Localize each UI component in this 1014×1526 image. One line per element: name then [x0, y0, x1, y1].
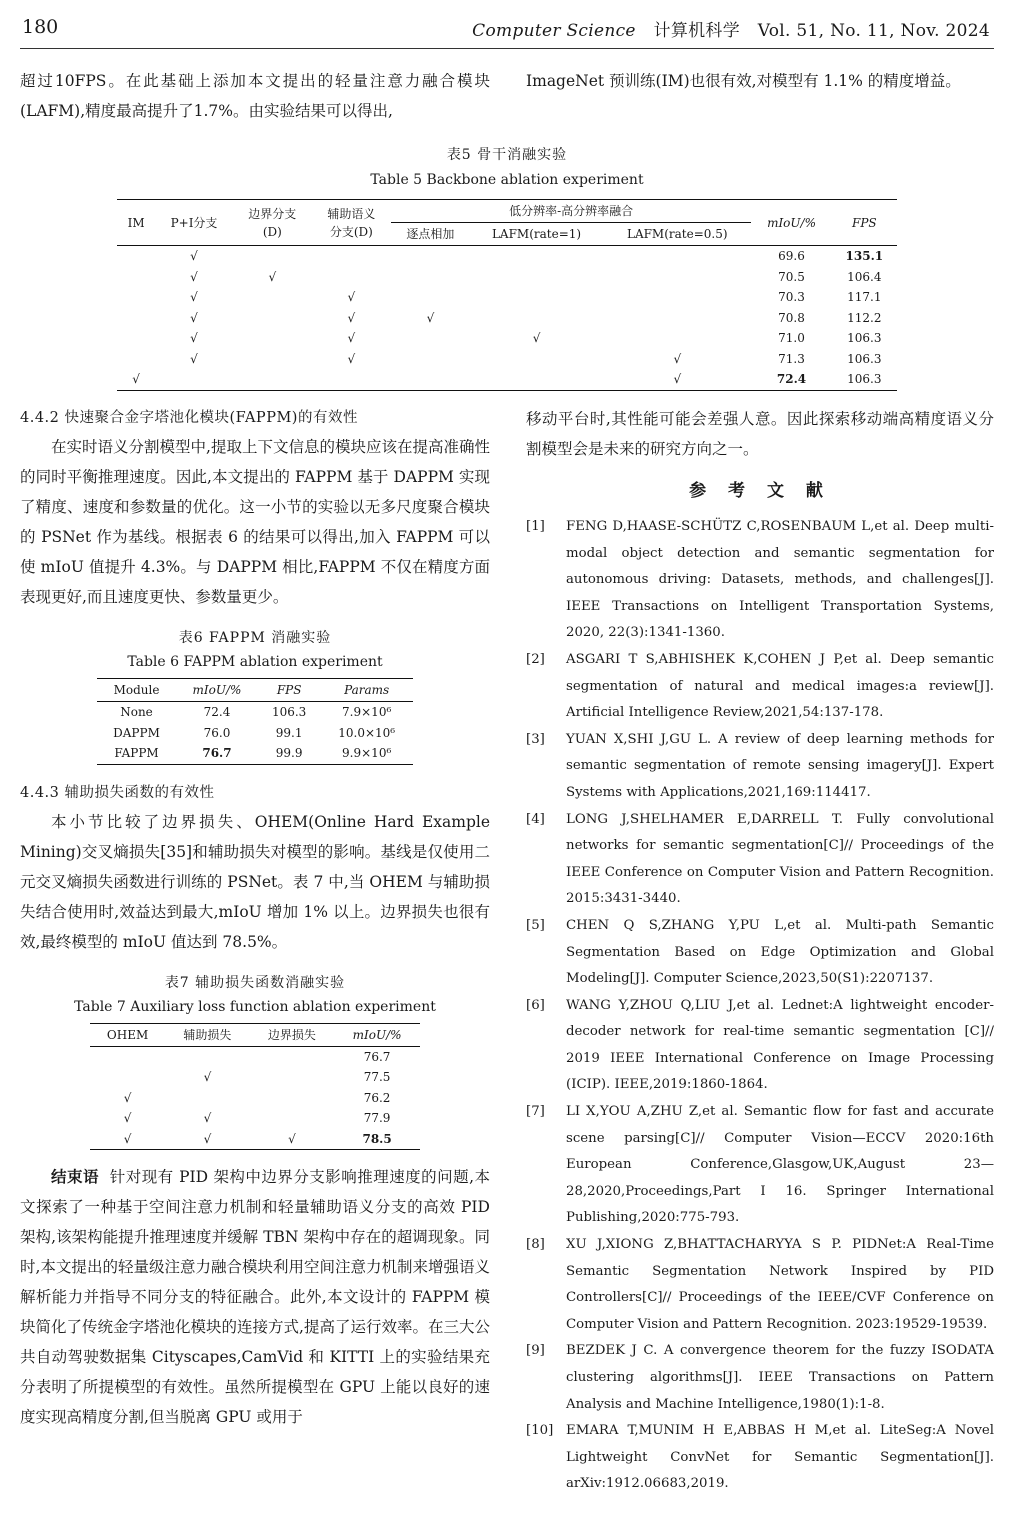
- table6-caption-en: Table 6 FAPPM ablation experiment: [127, 654, 383, 670]
- table5-cell: [391, 287, 470, 308]
- table7-cell: 77.9: [363, 1111, 391, 1125]
- table-row: [117, 369, 897, 390]
- table6-cell: FAPPM: [114, 746, 159, 760]
- reference-number: [3]: [526, 731, 545, 747]
- table-row: [97, 723, 413, 744]
- table5-cell: 70.3: [778, 290, 805, 304]
- table-row: [117, 308, 897, 329]
- table7-cell: √: [123, 1090, 132, 1105]
- table7-cell: [250, 1067, 335, 1088]
- reference-text: CHEN Q S,ZHANG Y,PU L,et al. Multi-path Semantic Segmentation Based on Edge Optimization and Global Modeling[J]. Computer Science,2023,50(S1):2207137.: [566, 917, 994, 987]
- reference-text: BEZDEK J C. A convergence theorem for the fuzzy ISODATA clustering algorithms[J]. IEEE Transactions on Pattern Analysis and Machine Intelligence,1980(1):1-8.: [566, 1343, 994, 1412]
- table5-caption-en: Table 5 Backbone ablation experiment: [370, 172, 644, 188]
- table5-cell: 70.5: [778, 269, 805, 284]
- table5-cell: [391, 328, 470, 349]
- table7-cell: [165, 1046, 250, 1067]
- reference-item: [526, 807, 994, 913]
- table7-cell: 76.7: [363, 1049, 391, 1064]
- table6-cell: 7.9×10⁶: [342, 705, 392, 719]
- table5-cell: [603, 267, 751, 288]
- table7-cell: [90, 1046, 165, 1067]
- reference-number: [1]: [526, 519, 545, 534]
- table5-cell: [470, 287, 603, 308]
- table7-caption-zh: 表7 辅助损失函数消融实验: [164, 974, 346, 991]
- table7-cell: √: [203, 1131, 212, 1146]
- reference-item: [526, 514, 994, 647]
- table-row: [97, 702, 413, 723]
- reference-text: LI X,YOU A,ZHU Z,et al. Semantic flow for fast and accurate scene parsing[C]// Computer Vision—ECCV 2020:16th European Conference,Glasgow,UK,August 23—28,2020,Proceedings,Part I 16. Springer International Publishing,2020:775-793.: [566, 1104, 994, 1226]
- reference-item: [526, 647, 994, 727]
- table5-cell: [312, 369, 391, 390]
- table5-cell: [117, 328, 155, 349]
- table5-cell: 135.1: [845, 249, 884, 263]
- table7-cell: [250, 1046, 335, 1067]
- table-row: [90, 1088, 420, 1109]
- table6-header-module: Module: [97, 679, 176, 702]
- table5-cell: [117, 308, 155, 329]
- table5-cell: √: [426, 310, 435, 325]
- table5-cell: √: [673, 372, 682, 386]
- intro-left-text: 超过10FPS。在此基础上添加本文提出的轻量注意力融合模块(LAFM),精度最高提升了1.7%。由实验结果可以得出,: [20, 72, 490, 120]
- table5-cell: [470, 308, 603, 329]
- table7-cell: √: [123, 1111, 132, 1125]
- table-row: [117, 267, 897, 288]
- table-row: [117, 246, 897, 267]
- table5-header-pointwise: 逐点相加: [391, 223, 470, 246]
- table6-header-params: Params: [320, 679, 413, 702]
- journal-name-en: Computer Science: [472, 21, 636, 41]
- table5-cell: [312, 246, 391, 267]
- table7-cell: √: [123, 1131, 132, 1146]
- conclusion-body: 针对现有 PID 架构中边界分支影响推理速度的问题,本文探索了一种基于空间注意力机制和轻量辅助语义分支的高效 PID 架构,该架构能提升推理速度并缓解 TBN 架构中存在的超调现象。同时,本文提出的轻量级注意力融合模块利用空间注意力机制来增强语义解析能力并指导不同分支的特征融合。此外,本文设计的 FAPPM 模块简化了传统金字塔池化模块的连接方式,提高了运行效率。在三大公共自动驾驶数据集 Cityscapes,CamVid 和 KITTI 上的实验结果充分表明了所提模型的有效性。虽然所提模型在 GPU 上能以良好的速度实现高精度分割,但当脱离 GPU 或用于: [20, 1168, 490, 1426]
- table5-cell: 106.3: [847, 372, 882, 386]
- table5-header-miou: mIoU/%: [751, 200, 831, 246]
- table5-cell: [233, 308, 312, 329]
- table-row: [117, 287, 897, 308]
- table7-cell: [250, 1108, 335, 1129]
- conclusion-lead: 结束语: [51, 1167, 99, 1186]
- table-row: [90, 1129, 420, 1150]
- table5-cell: [233, 328, 312, 349]
- table5-cell: [603, 287, 751, 308]
- table7-cell: 78.5: [362, 1131, 392, 1146]
- table-row: [117, 328, 897, 349]
- reference-text: FENG D,HAASE-SCHÜTZ C,ROSENBAUM L,et al. Deep multi-modal object detection and semantic segmentation for autonomous driving: Datasets, methods, and challenges[J]. IEEE Transactions on Intelligent Transportation Systems, 2020, 22(3):1341-1360.: [566, 519, 994, 641]
- conclusion-continued: 移动平台时,其性能可能会差强人意。因此探索移动端高精度语义分割模型会是未来的研究方向之一。: [526, 410, 994, 458]
- reference-number: [5]: [526, 917, 545, 933]
- table7-cell: √: [203, 1070, 212, 1084]
- intro-right-text: ImageNet 预训练(IM)也很有效,对模型有 1.1% 的精度增益。: [526, 72, 961, 90]
- references-title: 参 考 文 献: [689, 481, 831, 501]
- table5-cell: √: [190, 351, 198, 366]
- table5-cell: [117, 267, 155, 288]
- reference-item: [526, 1232, 994, 1338]
- table5-cell: [155, 369, 233, 390]
- reference-number: [7]: [526, 1104, 545, 1120]
- table7-cell: [165, 1088, 250, 1109]
- reference-item: [526, 1338, 994, 1418]
- journal-volume: Vol. 51, No. 11, Nov. 2024: [757, 21, 990, 41]
- table5-cell: [603, 246, 751, 267]
- table7-header-boundary: 边界损失: [250, 1023, 335, 1046]
- table-row: [117, 349, 897, 370]
- section-4-4-2-body: 在实时语义分割模型中,提取上下文信息的模块应该在提高准确性的同时平衡推理速度。因此,本文提出的 FAPPM 基于 DAPPM 实现了精度、速度和参数量的优化。这一小节的实验以无多尺度聚合模块的 PSNet 作为基线。根据表 6 的结果可以得出,加入 FAPPM 可以使 mIoU 值提升 4.3%。与 DAPPM 相比,FAPPM 不仅在精度方面表现更好,而且速度更快、参数量更少。: [20, 438, 490, 606]
- table5-header-fps: FPS: [832, 200, 897, 246]
- table5-header-aux: [312, 200, 391, 246]
- table5-header-boundary-l2: (D): [262, 224, 282, 239]
- table7-cell: 77.5: [363, 1070, 391, 1084]
- right-column: [526, 404, 994, 1498]
- table5-cell: 69.6: [778, 249, 805, 263]
- table5-cell: √: [347, 331, 356, 345]
- table5-cell: 106.3: [847, 351, 882, 366]
- table5-cell: [470, 246, 603, 267]
- table5-cell: √: [132, 372, 140, 386]
- reference-number: [4]: [526, 811, 545, 827]
- table5-cell: [470, 267, 603, 288]
- table6-caption-zh: 表6 FAPPM 消融实验: [178, 630, 332, 646]
- reference-text: WANG Y,ZHOU Q,LIU J,et al. Lednet:A lightweight encoder-decoder network for real-time semantic segmentation [C]// 2019 IEEE International Conference on Image Processing (ICIP). IEEE,2019:1860-1864.: [566, 997, 994, 1093]
- reference-item: [526, 1418, 994, 1498]
- table5-header-boundary-l1: 边界分支: [248, 206, 297, 221]
- table6-cell: 76.7: [202, 746, 232, 760]
- table6-cell: 106.3: [271, 705, 307, 719]
- table5-caption-zh: 表5 骨干消融实验: [446, 147, 568, 163]
- table5-header-fusion: 低分辨率-高分辨率融合: [391, 200, 752, 223]
- reference-number: [2]: [526, 651, 545, 667]
- table5-cell: [470, 349, 603, 370]
- table5-cell: [117, 287, 155, 308]
- table5-header-im: IM: [117, 200, 155, 246]
- table6-cell: DAPPM: [113, 725, 160, 740]
- table7-caption-en: Table 7 Auxiliary loss function ablation experiment: [74, 998, 436, 1015]
- table5-cell: √: [673, 351, 682, 366]
- table6-header-fps: FPS: [258, 679, 320, 702]
- section-4-4-2-heading: 4.4.2 快速聚合金字塔池化模块(FAPPM)的有效性: [20, 410, 358, 426]
- table5-header-aux-l1: 辅助语义: [327, 206, 376, 221]
- reference-number: [8]: [526, 1237, 545, 1253]
- table5-cell: √: [347, 310, 356, 325]
- table7-cell: √: [203, 1111, 212, 1125]
- table5-cell: √: [190, 290, 198, 304]
- section-4-4-3-heading: 4.4.3 辅助损失函数的有效性: [20, 784, 215, 801]
- table5-cell: [117, 246, 155, 267]
- table6-cell: 99.1: [275, 725, 303, 740]
- table5-cell: √: [532, 331, 541, 345]
- table5-cell: 72.4: [776, 372, 807, 386]
- table5-header-boundary: [233, 200, 312, 246]
- table5-cell: √: [190, 331, 198, 345]
- reference-text: LONG J,SHELHAMER E,DARRELL T. Fully convolutional networks for semantic segmentation[C]// Proceedings of the IEEE Conference on Computer Vision and Pattern Recognition. 2015:3431-3440.: [566, 811, 994, 907]
- table6-cell: 10.0×10⁶: [338, 725, 396, 740]
- table7: [90, 1023, 420, 1151]
- reference-item: [526, 727, 994, 807]
- table5-header-lafm1: LAFM(rate=1): [470, 223, 603, 246]
- table5-cell: 112.2: [847, 310, 882, 325]
- table5-cell: 117.1: [847, 290, 882, 304]
- table5-cell: 106.4: [847, 269, 882, 284]
- table5-cell: 70.8: [778, 310, 805, 325]
- table-row: [90, 1108, 420, 1129]
- table5-cell: √: [347, 290, 356, 304]
- table6-cell: 9.9×10⁶: [342, 746, 392, 760]
- table5-cell: [603, 308, 751, 329]
- table7-header-miou: mIoU/%: [334, 1023, 420, 1046]
- table5-header-pi: P+I分支: [155, 200, 233, 246]
- reference-text: ASGARI T S,ABHISHEK K,COHEN J P,et al. Deep semantic segmentation of natural and medical images:a review[J]. Artificial Intelligence Review,2021,54:137-178.: [566, 651, 994, 721]
- table5-cell: √: [190, 310, 198, 325]
- reference-item: [526, 1099, 994, 1232]
- table7-cell: [90, 1067, 165, 1088]
- table5-cell: √: [190, 249, 198, 263]
- table6-cell: 72.4: [203, 705, 231, 719]
- table5-cell: [391, 267, 470, 288]
- table5-cell: [233, 287, 312, 308]
- page-number: 180: [22, 16, 59, 38]
- table5-header-lafm05: LAFM(rate=0.5): [603, 223, 751, 246]
- table7-header-ohem: OHEM: [90, 1023, 165, 1046]
- journal-name-zh: 计算机科学: [653, 21, 741, 41]
- table6: [97, 678, 413, 765]
- reference-number: [10]: [526, 1423, 554, 1439]
- table5-cell: √: [190, 269, 198, 284]
- table7-header-aux: 辅助损失: [165, 1023, 250, 1046]
- reference-item: [526, 913, 994, 993]
- table6-cell: 99.9: [275, 746, 303, 760]
- table5-cell: [391, 246, 470, 267]
- section-4-4-3-body: 本小节比较了边界损失、OHEM(Online Hard Example Mining)交叉熵损失[35]和辅助损失对模型的影响。基线是仅使用二元交叉熵损失函数进行训练的 PSNet。表 7 中,当 OHEM 与辅助损失结合使用时,效益达到最大,mIoU 增加 1% 以上。边界损失也很有效,最终模型的 mIoU 值达到 78.5%。: [20, 812, 490, 951]
- table5-cell: 106.3: [847, 331, 882, 345]
- table7-cell: 76.2: [363, 1090, 391, 1105]
- table5-cell: [117, 349, 155, 370]
- reference-text: XU J,XIONG Z,BHATTACHARYYA S P. PIDNet:A Real-Time Semantic Segmentation Network Inspired by PID Controllers[C]// Proceedings of the IEEE/CVF Conference on Computer Vision and Pattern Recognition. 2023:19529-19539.: [566, 1237, 994, 1332]
- table-row: [97, 743, 413, 764]
- reference-text: YUAN X,SHI J,GU L. A review of deep learning methods for semantic segmentation of remote sensing imagery[J]. Expert Systems with Applications,2021,169:114417.: [566, 731, 994, 800]
- table5-cell: [391, 349, 470, 370]
- table-row: [90, 1067, 420, 1088]
- reference-number: [6]: [526, 997, 545, 1013]
- reference-item: [526, 993, 994, 1099]
- table6-header-miou: mIoU/%: [176, 679, 258, 702]
- table5-cell: √: [347, 351, 356, 366]
- table6-cell: None: [120, 705, 153, 719]
- table5-cell: [233, 246, 312, 267]
- reference-number: [9]: [526, 1343, 545, 1359]
- table5-cell: [312, 267, 391, 288]
- table5-cell: [233, 369, 312, 390]
- table5-cell: [233, 349, 312, 370]
- table5-cell: [391, 369, 470, 390]
- header-rule: [20, 48, 994, 49]
- table5-cell: 71.0: [778, 331, 805, 345]
- conclusion-paragraph: [20, 1162, 490, 1432]
- table5-cell: √: [268, 269, 277, 284]
- table5: [117, 199, 897, 391]
- journal-header: [472, 16, 990, 41]
- table5-cell: 71.3: [778, 351, 805, 366]
- table5-header-aux-l2: 分支(D): [329, 224, 373, 239]
- left-column: [20, 404, 490, 1432]
- table7-cell: [250, 1088, 335, 1109]
- table5-cell: [470, 369, 603, 390]
- table7-cell: √: [288, 1131, 296, 1146]
- table-row: [90, 1046, 420, 1067]
- reference-text: EMARA T,MUNIM H E,ABBAS H M,et al. LiteSeg:A Novel Lightweight ConvNet for Semantic Segmentation[J]. arXiv:1912.06683,2019.: [566, 1423, 994, 1492]
- table5-cell: [603, 328, 751, 349]
- table6-cell: 76.0: [203, 725, 231, 740]
